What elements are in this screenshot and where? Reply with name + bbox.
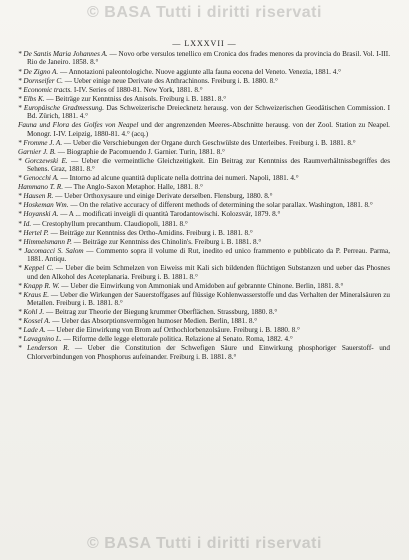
entry-author: * Id. bbox=[18, 219, 32, 228]
bibliography-entry bbox=[18, 335, 390, 343]
entry-author: * Lavagnino L. bbox=[18, 335, 62, 344]
entry-text: — A ... modificati inveigli di quantità Tarodantowischi. Kolozsvár, 1879. 8.° bbox=[60, 210, 281, 219]
bibliography-list bbox=[18, 50, 390, 362]
bibliography-entry bbox=[18, 201, 390, 209]
entry-text: — Commento sopra il volume di Rut, inedito ed unico frammento e pubblicato da P. Perreau. Parma, 1881. Antiqu. bbox=[27, 246, 390, 264]
entry-author: * Kohl J. bbox=[18, 308, 45, 317]
entry-text: — Ueber die vermeintliche Gleichzeitigkeit. Ein Beitrag zur Kenntniss des Raumverhältnissbegriffes des Sehens. Graz, 1881. 8.° bbox=[27, 156, 391, 174]
entry-text: — Ueber die Wirkungen der Sauerstoffgases auf flüssige Kohlenwasserstoffe und das Verhalten der Mineralsäuren zu Metallen. Freiburg i. B. 1881. 8.° bbox=[27, 290, 391, 308]
entry-text: — Ueber die Verschiebungen der Organe durch Geschwülste des Unterleibes. Freiburg i. B. 1881. 8.° bbox=[63, 138, 356, 147]
entry-text: — Ueber das Absorptionsvermögen humoser Medien. Berlin, 1881. 8.° bbox=[52, 317, 258, 326]
entry-text: Das Schweizerische Dreiecknetz herausg. von der Schweizerischen Geodätischen Commission. I Bd. Zürich, 1881. 4.° bbox=[27, 103, 391, 121]
entry-author: * Himmelsmann P. bbox=[18, 237, 72, 246]
page-number-header: — LXXXVII — bbox=[172, 39, 237, 48]
bibliography-entry bbox=[18, 326, 390, 334]
entry-author: * De Zigno A. bbox=[18, 67, 59, 76]
bibliography-entry bbox=[18, 183, 390, 191]
entry-author: * De Santis Maria Johannes A. bbox=[18, 50, 108, 58]
entry-text: — Novo orbe versulos tenellico em Cronica dos frades menores da provincia do Brasil. Vol. I-III. Rio de Janeiro. 1858. 8.° bbox=[27, 50, 390, 67]
entry-author: * Hoyanski A. bbox=[18, 210, 59, 219]
watermark-bottom: © BASA Tutti i diritti riservati bbox=[87, 535, 322, 552]
bibliography-entry bbox=[18, 317, 390, 325]
bibliography-entry bbox=[18, 247, 390, 264]
bibliography-entry bbox=[18, 104, 390, 121]
entry-text: — Ueber einige neue Derivate des Anthrachinons. Freiburg i. B. 1880. 8.° bbox=[64, 76, 278, 85]
bibliography-entry bbox=[18, 282, 390, 290]
entry-text: I-IV. Series of 1880-81. New York, 1881. 8.° bbox=[73, 85, 203, 94]
entry-text: — Riforme delle legge elettorale politica. Relazione al Senato. Roma, 1882. 4.° bbox=[63, 335, 293, 344]
entry-text: — Ueber die Constitution der Schwefigen Säure und Einwirkung phosphoriger Sauerstoff- und Chlorverbindungen von Phosphorus aufeinander. Freiburg i. B. 1881. 8.° bbox=[27, 344, 390, 361]
bibliography-entry bbox=[18, 291, 390, 308]
entry-author: * Kraus E. bbox=[18, 290, 50, 299]
entry-text: — Beiträge zur Kenntniss des Anisols. Freiburg i. B. 1881. 8.° bbox=[46, 94, 227, 103]
entry-author: * Gorczewski E. bbox=[18, 156, 68, 165]
bibliography-entry bbox=[18, 50, 390, 67]
entry-author: * Hertel P. bbox=[18, 228, 49, 237]
entry-text: und der angrenzenden Meeres-Abschnitte herausg. von der Zool. Station zu Neapel. Monogr. I-IV. Leipzig, 1880-81. 4.° (acq.) bbox=[27, 121, 390, 138]
bibliography-entry bbox=[18, 238, 390, 246]
entry-author: * Jacomacci S. Salom bbox=[18, 246, 84, 255]
bibliography-entry bbox=[18, 157, 390, 174]
entry-author: * Knapp R. W. bbox=[18, 281, 60, 290]
entry-author: * Kossel A. bbox=[18, 317, 51, 326]
entry-text: — Crestophyllum precanthum. Claudiopoli, 1881. 8.° bbox=[32, 219, 188, 228]
watermark-top: © BASA Tutti i diritti riservati bbox=[87, 4, 322, 21]
entry-text: — Annotazioni paleontologiche. Nuove aggiunte alla fauna eocena del Veneto. Venezia, 1881. 4.° bbox=[60, 67, 342, 76]
entry-author: Fauna und Flora des Golfes von Neapel bbox=[18, 121, 139, 130]
entry-text: — Ueber die beim Schmelzen von Eiweiss mit Kali sich bildenden flüchtigen Substanzen und ueber das Phosnes und den Alkohol des Aceteplanaria. Freiburg i. B. 1881. 8.° bbox=[27, 264, 391, 281]
entry-text: — Ueber Orthoxysaure und einige Derivate derselben. Flensburg, 1880. 8.° bbox=[55, 192, 273, 201]
bibliography-entry bbox=[18, 68, 390, 76]
bibliography-entry bbox=[18, 308, 390, 316]
entry-author: Hammano T. R. bbox=[18, 183, 63, 192]
entry-text: — Beiträge zur Kenntniss des Chinolin's. Freiburg i. B. 1881. 8.° bbox=[73, 237, 262, 246]
bibliography-entry bbox=[18, 139, 390, 147]
entry-author: Garnier J. B. bbox=[18, 147, 56, 156]
entry-text: — Beiträge zur Kenntniss des Ortho-Amidins. Freiburg i. B. 1881. 8.° bbox=[50, 228, 253, 237]
entry-author: * Fromme J. A. bbox=[18, 138, 63, 147]
bibliography-entry bbox=[18, 95, 390, 103]
bibliography-entry bbox=[18, 174, 390, 182]
entry-author: * Genocchi A. bbox=[18, 174, 59, 183]
entry-text: — Beitrag zur Theorie der Biegung krummer Oberflächen. Strassburg, 1880. 8.° bbox=[45, 308, 278, 317]
bibliography-entry bbox=[18, 210, 390, 218]
entry-author: * Hausen R. bbox=[18, 192, 54, 201]
bibliography-entry bbox=[18, 121, 390, 138]
bibliography-entry bbox=[18, 192, 390, 200]
bibliography-entry bbox=[18, 220, 390, 228]
entry-text: — Ueber die Einwirkung von Ammoniak und Amidoben auf gebrannte Chinone. Berlin, 1881. 8.° bbox=[61, 281, 344, 290]
bibliography-entry bbox=[18, 148, 390, 156]
entry-text: — On the relative accuracy of different methods of determining the solar parallax. Washington, 1881. 8.° bbox=[70, 201, 373, 210]
entry-text: — Intorno ad alcune quantità duplicate nella dottrina dei numeri. Napoli, 1881. 4.° bbox=[60, 174, 299, 183]
entry-text: — Ueber die Einwirkung von Brom auf Orthochlorbenzolsäure. Freiburg i. B. 1880. 8.° bbox=[47, 326, 300, 335]
entry-author: * Economic tracts. bbox=[18, 85, 73, 94]
entry-author: * Dornseifer C. bbox=[18, 76, 63, 85]
entry-author: * Elbs K. bbox=[18, 94, 45, 103]
bibliography-entry bbox=[18, 229, 390, 237]
bibliography-entry bbox=[18, 86, 390, 94]
bibliography-entry bbox=[18, 264, 390, 281]
bibliography-entry bbox=[18, 344, 390, 361]
entry-author: * Lenderson R. bbox=[18, 344, 70, 353]
entry-author: * Keppel C. bbox=[18, 264, 54, 273]
entry-author: * Lade A. bbox=[18, 326, 46, 335]
entry-text: — Biographie de Pacomuendo J. Garnier. Turin, 1881. 8.° bbox=[57, 147, 225, 156]
bibliography-entry bbox=[18, 77, 390, 85]
entry-text: — The Anglo-Saxon Metaphor. Halle, 1881. 8.° bbox=[64, 183, 203, 192]
entry-author: * Europäische Gradmessung. bbox=[18, 103, 105, 112]
entry-author: * Hoskeman Wm. bbox=[18, 201, 69, 210]
